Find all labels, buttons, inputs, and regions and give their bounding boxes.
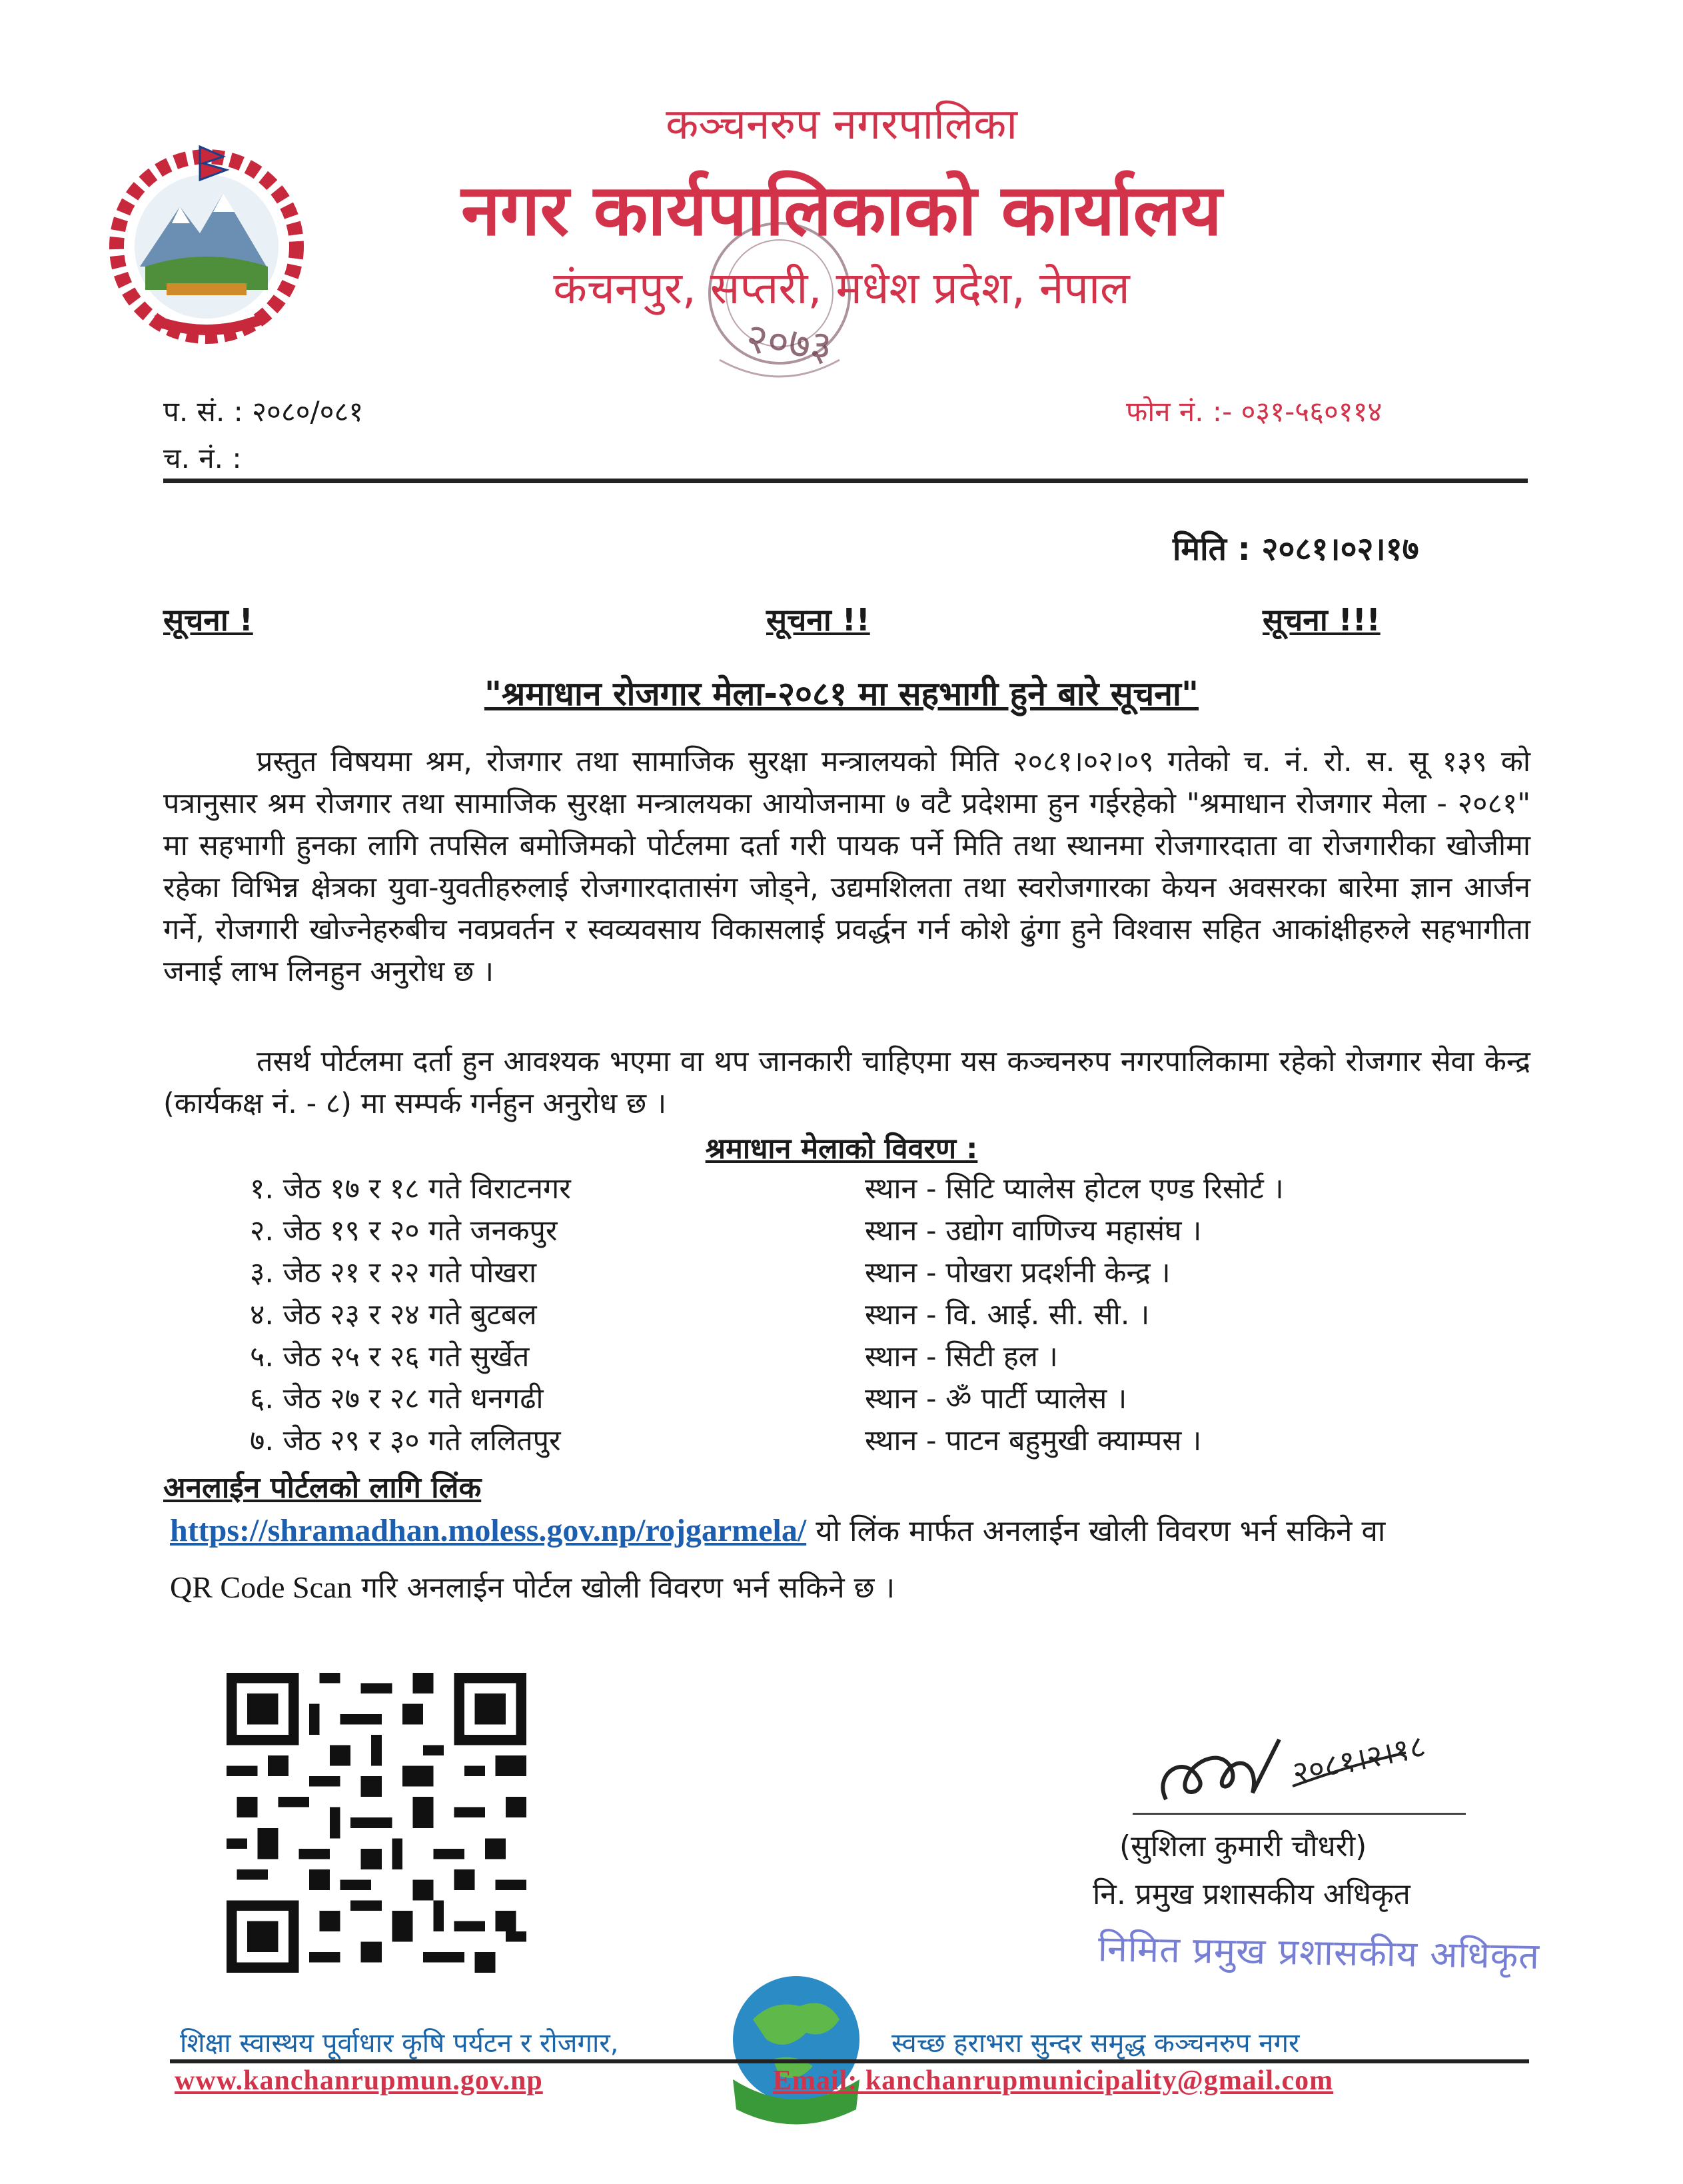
event-date-city: ६. जेठ २७ र २८ गते धनगढी <box>250 1382 544 1416</box>
notice-subject: "श्रमाधान रोजगार मेला-२०८१ मा सहभागी हुने बारे सूचना" <box>484 674 1199 713</box>
header-divider <box>163 479 1528 483</box>
event-venue: स्थान - सिटी हल । <box>865 1340 1058 1374</box>
event-venue: स्थान - वि. आई. सी. सी. । <box>865 1298 1150 1332</box>
list-item <box>0 1336 1683 1376</box>
notice-label-3: सूचना !!! <box>1263 602 1381 638</box>
local-governance-globe-icon <box>713 1966 879 2133</box>
list-item <box>0 1210 1683 1250</box>
list-item <box>0 1168 1683 1208</box>
office-title: नगर कार्यपालिकाको कार्यालय <box>461 169 1222 251</box>
list-item <box>0 1294 1683 1334</box>
list-item <box>0 1378 1683 1418</box>
website-link[interactable]: www.kanchanrupmun.gov.np <box>175 2065 543 2096</box>
email-link[interactable]: Email: kanchanrupmunicipality@gmail.com <box>773 2065 1334 2096</box>
signature-line <box>1133 1813 1466 1815</box>
body-paragraph-1: प्रस्तुत विषयमा श्रम, रोजगार तथा सामाजिक सुरक्षा मन्त्रालयको मिति २०८१।०२।०९ गतेको च. नं. रो. स. सू १३९ को पत्रानुसार श्रम रोजगार तथा सामाजिक सुरक्षा मन्त्रालयका आयोजनामा ७ वटै प्रदेशमा हुन गईरहेको "श्रमाधान रोजगार मेला - २०८१" मा सहभागी हुनका लागि तपसिल बमोजिमको पोर्टलमा दर्ता गरी पायक पर्ने मिति तथा स्थानमा रोजगारदाता वा रोजगारीका खोजीमा रहेका विभिन्न क्षेत्रका युवा-युवतीहरुलाई रोजगारदातासंग जोड्ने, उद्यमशिलता तथा स्वरोजगारका केयन अवसरका बारेमा ज्ञान आर्जन गर्ने, रोजगारी खोज्नेहरुबीच नवप्रवर्तन र स्वव्यवसाय विकासलाई प्रवर्द्धन गर्न कोशे ढुंगा हुने विश्वास सहित आकांक्षीहरुले सहभागीता जनाई लाभ लिनहुन अनुरोध छ । <box>163 745 1530 988</box>
portal-link-description: यो लिंक मार्फत अनलाईन खोली विवरण भर्न सकिने वा <box>806 1514 1386 1548</box>
footer-divider <box>170 2059 1529 2063</box>
details-heading: श्रमाधान मेलाको विवरण : <box>705 1132 978 1166</box>
qr-instruction-text: गरि अनलाईन पोर्टल खोली विवरण भर्न सकिने छ । <box>352 1571 895 1605</box>
phone-number: फोन नं. :- ०३१-५६०११४ <box>1126 395 1383 428</box>
event-venue: स्थान - ॐ पार्टी प्यालेस । <box>865 1382 1127 1416</box>
stamp-year: २०७३ <box>744 313 835 371</box>
municipality-name: कञ्चनरुप नगरपालिका <box>666 100 1017 149</box>
event-date-city: २. जेठ १९ र २० गते जनकपुर <box>250 1214 558 1248</box>
signer-title: नि. प्रमुख प्रशासकीय अधिकृत <box>1093 1877 1410 1911</box>
signer-name: (सुशिला कुमारी चौधरी) <box>1119 1829 1367 1863</box>
letter-date: मिति : २०८१।०२।१७ <box>1173 531 1419 568</box>
office-address: कंचनपुर, सप्तरी, मधेश प्रदेश, नेपाल <box>553 263 1130 314</box>
list-item <box>0 1420 1683 1460</box>
event-venue: स्थान - सिटि प्यालेस होटल एण्ड रिसोर्ट । <box>865 1172 1284 1206</box>
reference-number: प. सं. : २०८०/०८१ <box>163 395 364 428</box>
dispatch-number: च. नं. : <box>163 442 242 475</box>
signature-icon <box>1126 1726 1472 1819</box>
list-item <box>0 1252 1683 1292</box>
official-seal-text: निमित प्रमुख प्रशासकीय अधिकृत <box>1097 1927 1540 1977</box>
event-venue: स्थान - पोखरा प्रदर्शनी केन्द्र । <box>865 1256 1171 1290</box>
event-date-city: ४. जेठ २३ र २४ गते बुटबल <box>250 1298 537 1332</box>
event-venue: स्थान - उद्योग वाणिज्य महासंघ । <box>865 1214 1202 1248</box>
qr-code-icon[interactable] <box>227 1673 526 1973</box>
portal-link[interactable]: https://shramadhan.moless.gov.np/rojgarmela/ <box>170 1513 807 1548</box>
qr-code-scan-label: QR Code Scan <box>170 1570 352 1604</box>
footer-slogan-right: स्वच्छ हराभरा सुन्दर समृद्ध कञ्चनरुप नगर <box>891 2028 1300 2059</box>
event-date-city: ७. जेठ २९ र ३० गते ललितपुर <box>250 1424 561 1458</box>
event-date-city: ५. जेठ २५ र २६ गते सुर्खेत <box>250 1340 530 1374</box>
notice-label-2: सूचना !! <box>766 602 870 638</box>
event-venue: स्थान - पाटन बहुमुखी क्याम्पस । <box>865 1424 1202 1458</box>
portal-link-heading: अनलाईन पोर्टलको लागि लिंक <box>163 1471 482 1505</box>
signature-date: २०८१।२।१८ <box>1289 1727 1429 1791</box>
body-paragraph-2: तसर्थ पोर्टलमा दर्ता हुन आवश्यक भएमा वा थप जानकारी चाहिएमा यस कञ्चनरुप नगरपालिकामा रहेको रोजगार सेवा केन्द्र (कार्यकक्ष नं. - ८) मा सम्पर्क गर्नहुन अनुरोध छ । <box>163 1045 1530 1120</box>
portal-link-line <box>170 1510 1385 1550</box>
qr-instruction-line <box>170 1566 895 1606</box>
event-date-city: ३. जेठ २१ र २२ गते पोखरा <box>250 1256 537 1290</box>
footer-slogan-left: शिक्षा स्वास्थय पूर्वाधार कृषि पर्यटन र रोजगार, <box>180 2028 619 2059</box>
event-date-city: १. जेठ १७ र १८ गते विराटनगर <box>250 1172 571 1206</box>
notice-label-1: सूचना ! <box>163 602 253 638</box>
